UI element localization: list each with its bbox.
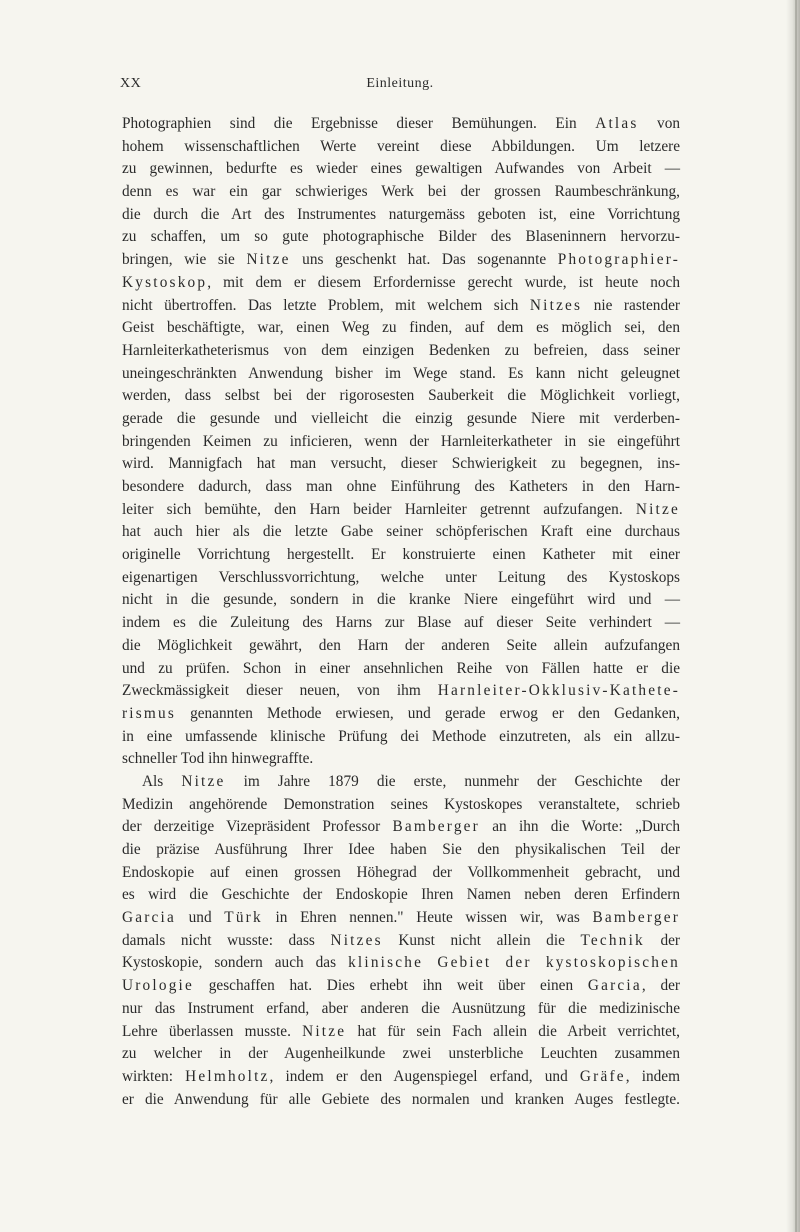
text-line [122, 998, 680, 1021]
text-line [122, 1043, 680, 1066]
text-run: , der [641, 977, 680, 995]
spaced-name: Photographier- [557, 251, 680, 269]
text-run: nur das Instrument erfand, aber anderen die Ausnützung für die medizinische [122, 999, 680, 1017]
text-run: besondere dadurch, dass man ohne Einführung des Katheters in den Harn- [122, 478, 680, 495]
text-line [122, 771, 680, 794]
text-run: die durch die Art des Instrumentes naturgemäss geboten ist, eine Vorrichtung [122, 205, 680, 223]
text-line [122, 158, 680, 181]
text-line [122, 499, 680, 522]
text-line [122, 1089, 680, 1112]
spaced-name: Harnleiter-Okklusiv-Kathete- [437, 682, 680, 700]
text-line [122, 680, 680, 703]
text-line [122, 249, 680, 272]
text-line [122, 975, 680, 998]
text-line [122, 567, 680, 590]
text-run: wirkten: [122, 1067, 186, 1085]
text-run: damals nicht wusste: dass [122, 931, 331, 949]
text-line [122, 930, 680, 953]
text-run: bringen, wie sie [122, 251, 247, 269]
text-line [122, 317, 680, 340]
text-run: im Jahre 1879 die erste, nunmehr der Geschichte der [225, 772, 681, 790]
text-run: zu schaffen, um so gute photographische Bilder des Blaseninnern hervorzu- [122, 228, 680, 246]
text-run: es wird die Geschichte der Endoskopie Ihren Namen neben deren Erfindern [122, 886, 680, 904]
text-line [122, 113, 680, 136]
text-line [122, 340, 680, 363]
page-header [120, 76, 680, 96]
text-run: Harnleiterkatheterismus von dem einzigen Bedenken zu befreien, dass seiner [122, 341, 680, 359]
spaced-name: Urologie [122, 977, 194, 995]
text-run: Geist beschäftigte, war, einen Weg zu finden, auf dem es möglich sei, den [122, 319, 680, 337]
spaced-name: Technik [580, 931, 645, 949]
text-line [122, 431, 680, 454]
text-run: hohem wissenschaftlichen Werte vereint diese Abbildungen. Um letzere [122, 137, 680, 155]
text-line [122, 204, 680, 227]
spaced-name: Nitze [635, 500, 680, 518]
text-line [122, 181, 680, 204]
text-run: er die Anwendung für alle Gebiete des normalen und kranken Auges festlegte. [122, 1090, 680, 1108]
text-run: bringenden Keimen zu inficieren, wenn der Harnleiterkatheter in sie eingeführt [122, 432, 680, 450]
text-run: schneller Tod ihn hinwegraffte. [122, 750, 314, 768]
text-line [122, 363, 680, 386]
text-line [122, 136, 680, 159]
text-line [122, 726, 680, 749]
text-run: in eine umfassende klinische Prüfung dei Methode einzutreten, als ein allzu- [122, 727, 680, 745]
text-line [122, 408, 680, 431]
text-run: werden, dass selbst bei der rigorosesten Sauberkeit die Möglichkeit vorliegt, [122, 387, 680, 405]
text-run: leiter sich bemühte, den Harn beider Harnleiter getrennt aufzufangen. [122, 500, 636, 518]
text-line [122, 839, 680, 862]
text-run: die präzise Ausführung Ihrer Idee haben Sie den physikalischen Teil der [122, 841, 680, 858]
text-line [122, 226, 680, 249]
text-line [122, 794, 680, 817]
text-run: gerade die gesunde und vielleicht die einzig gesunde Niere mit verderben- [122, 409, 680, 427]
text-run: Lehre überlassen musste. [122, 1022, 303, 1040]
page-edge-line [795, 0, 797, 1232]
text-line [122, 476, 680, 499]
text-run: zu welcher in der Augenheilkunde zwei unsterbliche Leuchten zusammen [122, 1045, 680, 1063]
text-line [122, 748, 680, 771]
spaced-name: Gräfe [579, 1067, 626, 1085]
text-run: und [175, 909, 225, 927]
spaced-name: Türk [224, 909, 263, 927]
text-run: Kystoskopie, sondern auch das [122, 954, 349, 972]
text-run: uns geschenkt hat. Das sogenannte [290, 251, 558, 269]
text-run: eigenartigen Verschlussvorrichtung, welche unter Leitung des Kystoskops [122, 568, 680, 586]
text-line [122, 295, 680, 318]
text-run: hat für sein Fach allein die Arbeit verrichtet, [346, 1022, 680, 1040]
text-run: die Möglichkeit gewährt, den Harn der anderen Seite allein aufzufangen [122, 636, 680, 654]
text-run: wird. Mannigfach hat man versucht, dieser Schwierigkeit zu begegnen, ins- [122, 455, 680, 473]
spaced-name: Nitze [181, 772, 226, 790]
text-run: nicht übertroffen. Das letzte Problem, mit welchem sich [122, 296, 530, 314]
running-title: Einleitung. [366, 76, 434, 91]
text-line [122, 952, 680, 975]
text-line [122, 658, 680, 681]
text-run: hat auch hier als die letzte Gabe seiner schöpferischen Kraft eine durchaus [122, 523, 680, 541]
spaced-name: Garcia [587, 977, 642, 995]
text-line [122, 521, 680, 544]
spaced-name: Kystoskop [122, 273, 208, 291]
text-run: zu gewinnen, bedurfte es wieder eines gewaltigen Aufwandes von Arbeit — [122, 160, 680, 178]
text-run: der [644, 931, 680, 949]
text-run: Als [142, 772, 182, 790]
text-line [122, 612, 680, 635]
text-line [122, 272, 680, 295]
text-run: an ihn die Worte: „Durch [479, 818, 680, 836]
text-run: Medizin angehörende Demonstration seines Kystoskopes veranstaltete, schrieb [122, 795, 680, 813]
text-line [122, 884, 680, 907]
text-run: von [638, 115, 680, 132]
text-line [122, 385, 680, 408]
text-line [122, 816, 680, 839]
spaced-name: Bamberger [392, 818, 480, 836]
text-run: der derzeitige Vizepräsident Professor [122, 818, 393, 836]
spaced-name: klinische Gebiet der kystoskopischen [348, 954, 680, 972]
text-line [122, 1021, 680, 1044]
spaced-name: Garcia [122, 909, 176, 927]
text-run: , indem er den Augenspiegel erfand, und [269, 1067, 580, 1085]
text-line [122, 544, 680, 567]
text-run: uneingeschränkten Anwendung bisher im Wege stand. Es kann nicht geleugnet [122, 364, 680, 382]
text-run: , indem [625, 1067, 680, 1085]
spaced-name: Nitze [302, 1022, 347, 1040]
text-run: denn es war ein gar schwieriges Werk bei der grossen Raumbeschränkung, [122, 183, 680, 201]
text-run: in Ehren nennen." Heute wissen wir, was [262, 909, 593, 927]
text-run: Kunst nicht allein die [382, 931, 581, 949]
text-line [122, 907, 680, 930]
spaced-name: Nitzes [529, 296, 583, 314]
text-run: , mit dem er diesem Erfordernisse gerecht wurde, ist heute noch [207, 273, 680, 291]
text-run: genannten Methode erwiesen, und gerade erwog er den Gedanken, [176, 704, 680, 722]
spaced-name: Atlas [595, 115, 639, 132]
text-line [122, 862, 680, 885]
body-text [122, 113, 680, 1111]
text-run: nicht in die gesunde, sondern in die kranke Niere eingeführt wird und — [122, 591, 680, 609]
spaced-name: Nitzes [330, 931, 383, 949]
page-number: XX [120, 76, 142, 91]
page-edge-shadow [786, 0, 800, 1232]
text-run: originelle Vorrichtung hergestellt. Er konstruierte einen Katheter mit einer [122, 546, 680, 564]
text-run: und zu prüfen. Schon in einer ansehnlichen Reihe von Fällen hatte er die [122, 659, 680, 677]
spaced-name: Nitze [246, 251, 291, 269]
text-run: geschaffen hat. Dies erhebt ihn weit über einen [193, 977, 588, 995]
text-run: Zweckmässigkeit dieser neuen, von ihm [122, 682, 438, 700]
text-run: indem es die Zuleitung des Harns zur Blase auf dieser Seite verhindert — [122, 614, 680, 632]
text-run: nie rastender [582, 296, 680, 314]
spaced-name: Helmholtz [185, 1067, 270, 1085]
text-run: Photographien sind die Ergebnisse dieser Bemühungen. Ein [122, 115, 596, 132]
spaced-name: Bamberger [592, 909, 680, 927]
text-line [122, 1066, 680, 1089]
text-line [122, 453, 680, 476]
text-run: Endoskopie auf einen grossen Höhegrad der Vollkommenheit gebracht, und [122, 863, 680, 881]
text-line [122, 703, 680, 726]
text-line [122, 635, 680, 658]
spaced-name: rismus [122, 704, 176, 722]
text-line [122, 589, 680, 612]
